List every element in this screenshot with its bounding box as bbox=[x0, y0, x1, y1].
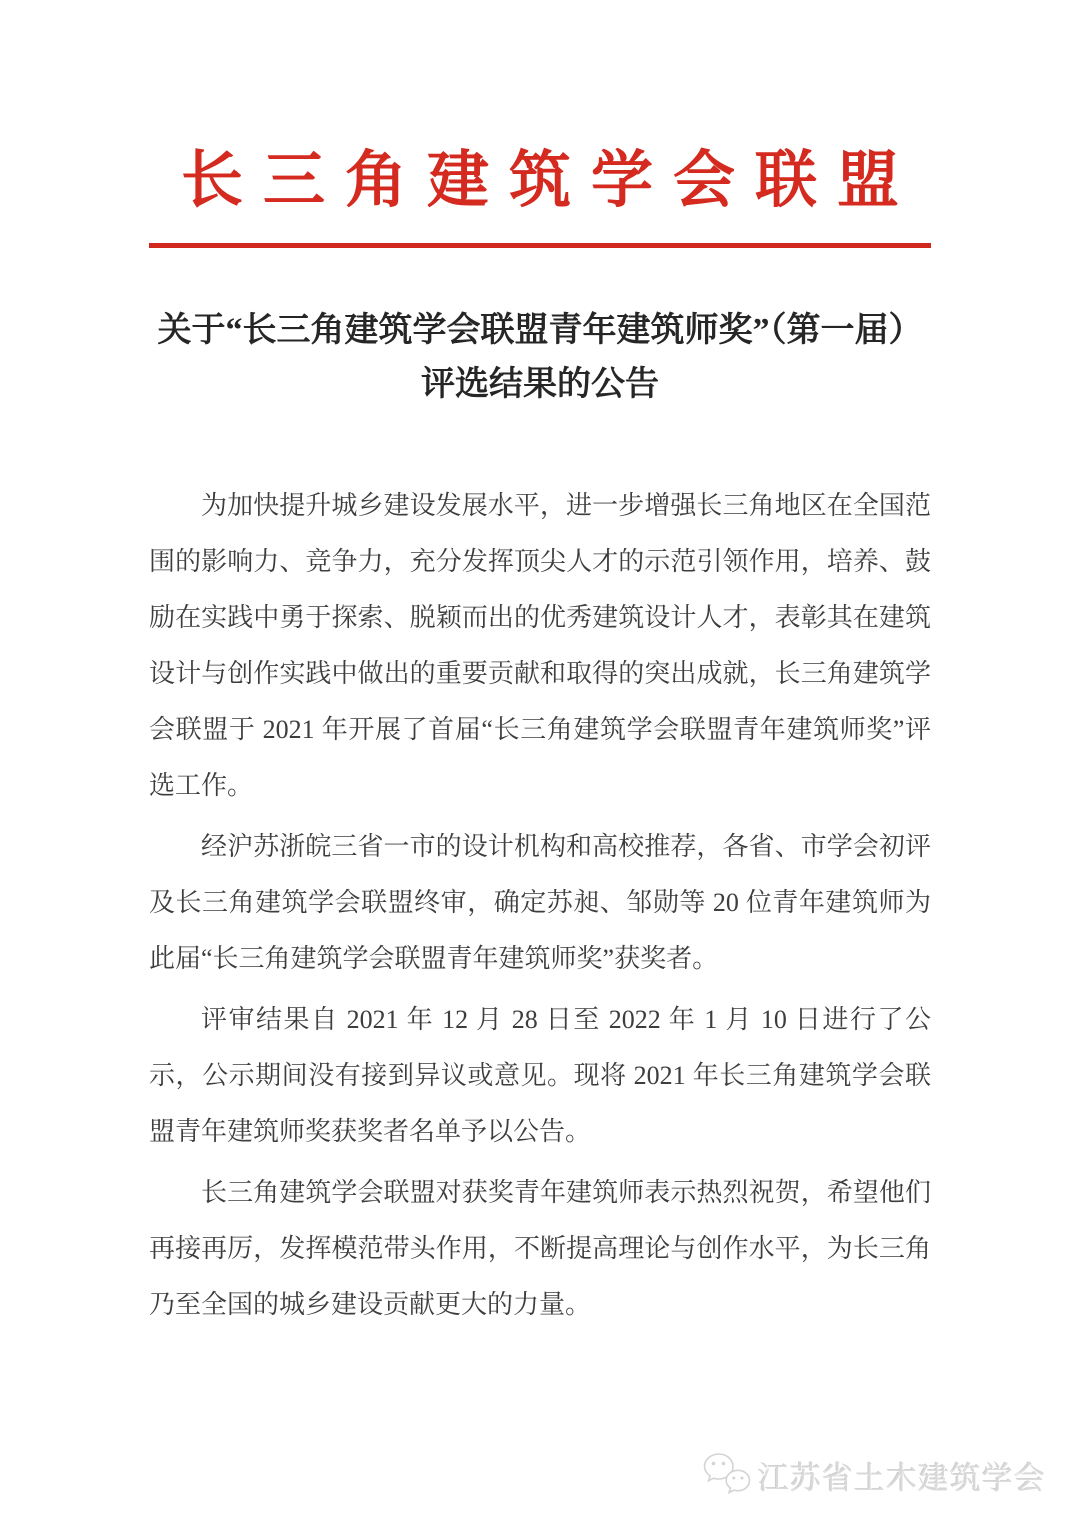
document-heading bbox=[0, 304, 1080, 412]
wechat-logo-icon bbox=[702, 1452, 752, 1498]
watermark-label: 江苏省土木建筑学会 bbox=[758, 1460, 1046, 1496]
paragraph: 经沪苏浙皖三省一市的设计机构和高校推荐，各省、市学会初评及长三角建筑学会联盟终审，确定苏昶、邹勋等 20 位青年建筑师为此届“长三角建筑学会联盟青年建筑师奖”获奖者。 bbox=[149, 832, 931, 974]
paragraph: 长三角建筑学会联盟对获奖青年建筑师表示热烈祝贺，希望他们再接再厉，发挥模范带头作用，不断提高理论与创作水平，为长三角乃至全国的城乡建设贡献更大的力量。 bbox=[149, 1178, 931, 1320]
red-divider-line bbox=[149, 243, 931, 248]
heading-line-2: 评选结果的公告 bbox=[421, 366, 659, 404]
paragraph: 为加快提升城乡建设发展水平，进一步增强长三角地区在全国范围的影响力、竞争力，充分发挥顶尖人才的示范引领作用，培养、鼓励在实践中勇于探索、脱颖而出的优秀建筑设计人才，表彰其在建筑设计与创作实践中做出的重要贡献和取得的突出成就，长三角建筑学会联盟于 2021 年开展了首届“长三角建筑学会联盟青年建筑师奖”评选工作。 bbox=[149, 491, 931, 801]
watermark bbox=[702, 1452, 1046, 1498]
masthead bbox=[0, 0, 1080, 248]
paragraph: 评审结果自 2021 年 12 月 28 日至 2022 年 1 月 10 日进行了公示，公示期间没有接到异议或意见。现将 2021 年长三角建筑学会联盟青年建筑师奖获奖者名单予以公告。 bbox=[149, 1005, 931, 1147]
alliance-title: 长三角建筑学会联盟 bbox=[180, 147, 919, 215]
heading-line-1: 关于“长三角建筑学会联盟青年建筑师奖”（第一届） bbox=[157, 312, 923, 350]
document-body bbox=[149, 478, 931, 1333]
